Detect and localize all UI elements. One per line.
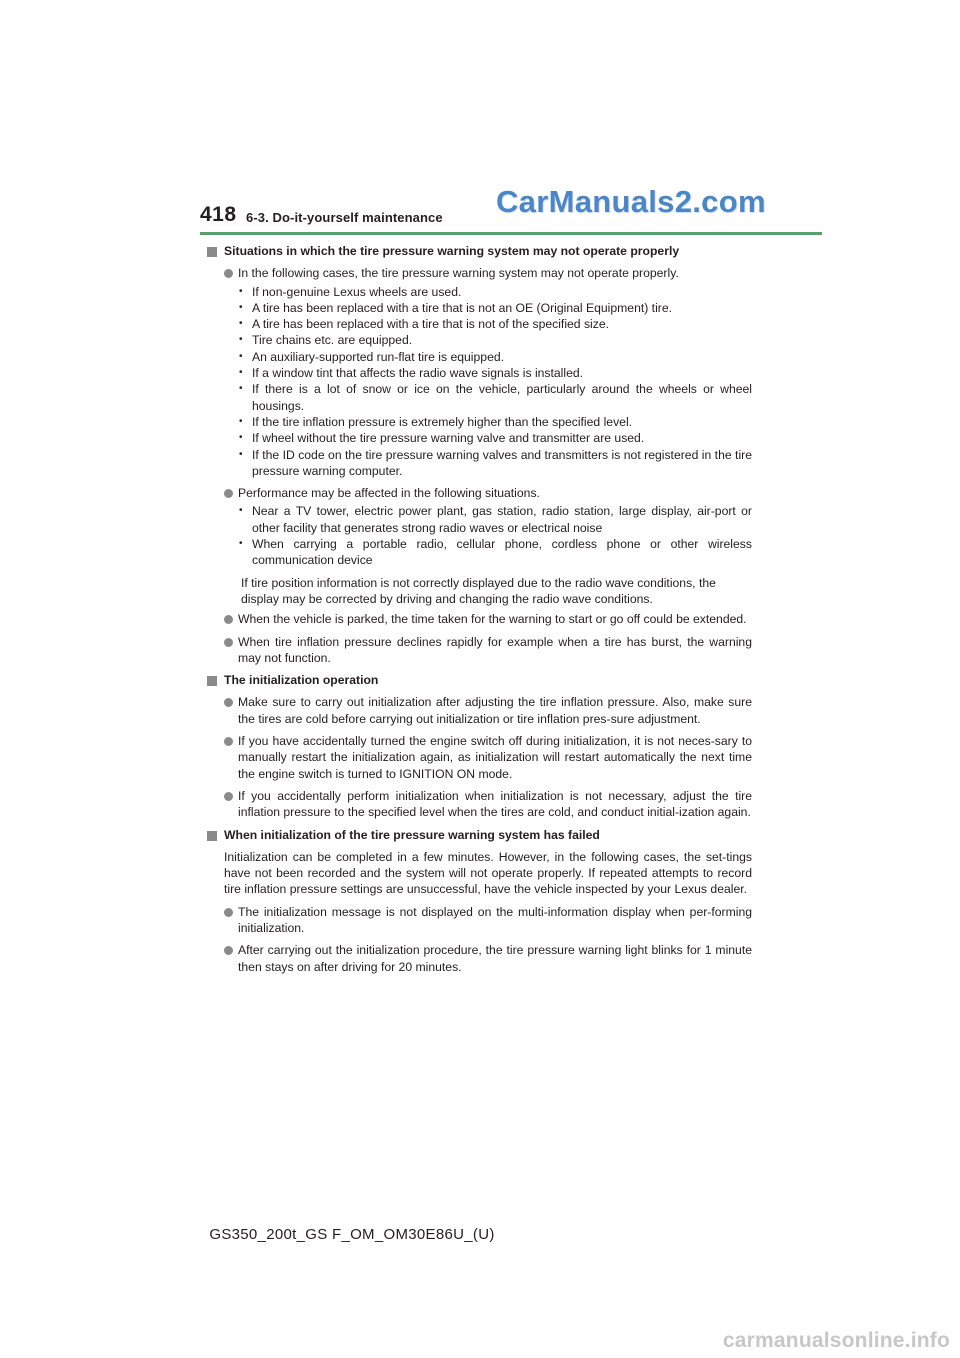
circle-bullet-icon bbox=[224, 946, 233, 955]
bullet-text: The initialization message is not displayed on the multi-information display when per-forming initialization. bbox=[238, 904, 752, 935]
bullet-item bbox=[207, 942, 752, 975]
section-title: 6-3. Do-it-yourself maintenance bbox=[246, 210, 443, 225]
page-header bbox=[0, 0, 960, 240]
bullet-text: Make sure to carry out initialization after adjusting the tire inflation pressure. Also, make sure the tires are cold before carrying out initialization or tire inflation pres-sure adjustment. bbox=[238, 695, 752, 726]
sub-list-item: • If there is a lot of snow or ice on the vehicle, particularly around the wheels or wheel housings. bbox=[238, 381, 752, 414]
section-heading bbox=[207, 672, 752, 688]
bullet-item bbox=[207, 788, 752, 821]
page-footer bbox=[0, 1226, 960, 1243]
page-number: 418 bbox=[200, 203, 237, 226]
header-rule bbox=[200, 232, 822, 235]
section-heading-text: Situations in which the tire pressure warning system may not operate properly bbox=[224, 244, 680, 258]
paragraph: Initialization can be completed in a few minutes. However, in the following cases, the set-tings have not been recorded and the system will not operate properly. If repeated attempts to record tire inflation pressure settings are unsuccessful, have the vehicle inspected by your Lexus dealer. bbox=[224, 849, 752, 897]
circle-bullet-icon bbox=[224, 698, 233, 707]
square-bullet-icon bbox=[207, 676, 217, 686]
circle-bullet-icon bbox=[224, 615, 233, 624]
circle-bullet-icon bbox=[224, 908, 233, 917]
sub-list-item: • A tire has been replaced with a tire that is not of the specified size. bbox=[238, 316, 752, 332]
sub-list-item: • An auxiliary-supported run-flat tire is equipped. bbox=[238, 349, 752, 365]
square-bullet-icon bbox=[207, 247, 217, 257]
bullet-item bbox=[207, 485, 752, 568]
sub-list-item: • If the tire inflation pressure is extremely higher than the specified level. bbox=[238, 414, 752, 430]
sub-list bbox=[238, 284, 752, 480]
bullet-item bbox=[207, 904, 752, 937]
note-text: If tire position information is not correctly displayed due to the radio wave conditions, the display may be corrected by driving and changing the radio wave conditions. bbox=[241, 575, 716, 606]
bullet-text: When the vehicle is parked, the time taken for the warning to start or go off could be extended. bbox=[238, 612, 747, 627]
section-heading bbox=[207, 243, 752, 259]
sub-list-item: • If non-genuine Lexus wheels are used. bbox=[238, 284, 752, 300]
document-code: GS350_200t_GS F_OM_OM30E86U_(U) bbox=[209, 1226, 495, 1243]
sub-list-item: • If a window tint that affects the radio wave signals is installed. bbox=[238, 365, 752, 381]
section-heading bbox=[207, 827, 752, 843]
bullet-item bbox=[207, 694, 752, 727]
circle-bullet-icon bbox=[224, 638, 233, 647]
bullet-text: After carrying out the initialization procedure, the tire pressure warning light blinks for 1 minute then stays on after driving for 20 minutes. bbox=[238, 943, 752, 974]
bullet-text: In the following cases, the tire pressure warning system may not operate properly. bbox=[238, 266, 679, 281]
section-heading-text: When initialization of the tire pressure warning system has failed bbox=[224, 827, 600, 842]
sub-list-item: • Near a TV tower, electric power plant, gas station, radio station, large display, air-port or other facility that generates strong radio waves or electrical noise bbox=[238, 503, 752, 536]
sub-list-item: • Tire chains etc. are equipped. bbox=[238, 332, 752, 348]
bullet-item bbox=[207, 733, 752, 782]
bullet-item bbox=[207, 634, 752, 667]
bullet-text: If you accidentally perform initialization when initialization is not necessary, adjust the tire inflation pressure to the specified level when the tires are cold, and conduct initial-ization again. bbox=[238, 788, 752, 820]
square-bullet-icon bbox=[207, 831, 217, 841]
sub-list-item: • If the ID code on the tire pressure warning valves and transmitters is not registered in the tire pressure warning computer. bbox=[238, 447, 752, 480]
sub-list-item: • If wheel without the tire pressure warning valve and transmitter are used. bbox=[238, 430, 752, 446]
bullet-text: When tire inflation pressure declines rapidly for example when a tire has burst, the warning may not function. bbox=[238, 634, 752, 665]
circle-bullet-icon bbox=[224, 792, 233, 801]
bullet-item bbox=[207, 265, 752, 479]
watermark-bottom[interactable]: carmanualsonline.info bbox=[722, 1329, 950, 1352]
sub-list bbox=[238, 503, 752, 568]
watermark-top[interactable]: CarManuals2.com bbox=[496, 184, 766, 219]
circle-bullet-icon bbox=[224, 489, 233, 498]
circle-bullet-icon bbox=[224, 269, 233, 278]
sub-list-item: • A tire has been replaced with a tire that is not an OE (Original Equipment) tire. bbox=[238, 300, 752, 316]
bullet-text: Performance may be affected in the following situations. bbox=[238, 486, 540, 501]
sub-list-item: • When carrying a portable radio, cellular phone, cordless phone or other wireless communication device bbox=[238, 536, 752, 569]
page-content bbox=[207, 243, 752, 981]
bullet-text: If you have accidentally turned the engine switch off during initialization, it is not neces-sary to manually restart the initialization again, as initialization will restart automatically the next time the engine switch is turned to IGNITION ON mode. bbox=[238, 734, 752, 781]
section-heading-text: The initialization operation bbox=[224, 673, 379, 688]
circle-bullet-icon bbox=[224, 737, 233, 746]
bullet-item bbox=[207, 611, 752, 627]
